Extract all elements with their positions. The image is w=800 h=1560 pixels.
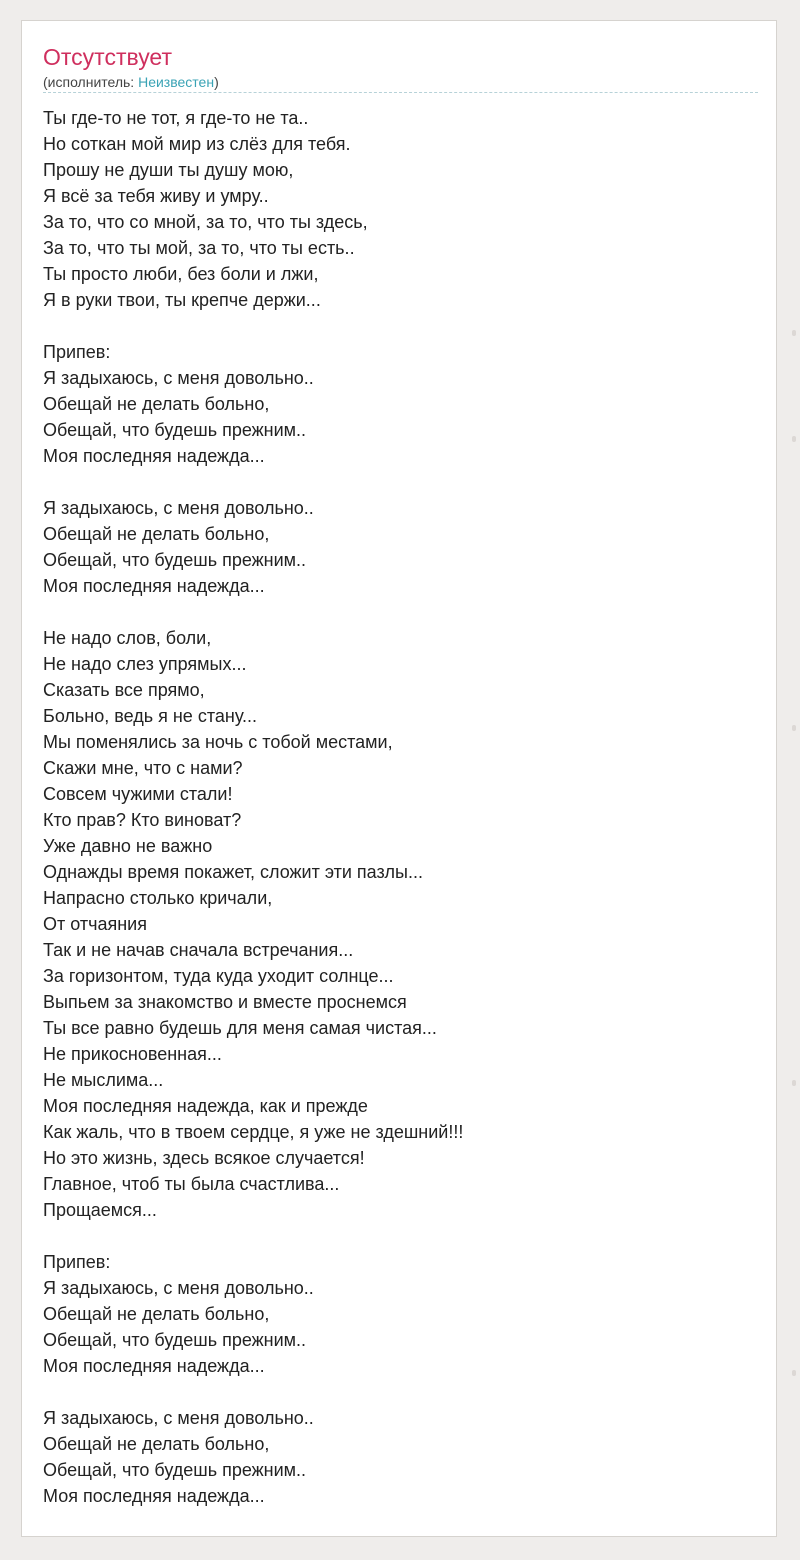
lyric-line: Но соткан мой мир из слёз для тебя. [43,134,351,154]
lyric-line: Обещай, что будешь прежним.. [43,1460,307,1480]
lyric-line: Сказать все прямо, [43,680,205,700]
stanza-break [43,1223,758,1249]
stanza-break [43,599,758,625]
song-title: Отсутствует [43,44,172,70]
title-divider [43,92,758,93]
lyric-line: Обещай не делать больно, [43,1304,270,1324]
lyric-line: Обещай не делать больно, [43,524,270,544]
lyric-line: Моя последняя надежда... [43,1486,265,1506]
lyric-line: Мы поменялись за ночь с тобой местами, [43,732,393,752]
lyric-line: Моя последняя надежда, как и прежде [43,1096,368,1116]
lyric-line: Обещай, что будешь прежним.. [43,1330,307,1350]
edge-decoration [792,1080,796,1086]
lyric-line: Кто прав? Кто виноват? [43,810,242,830]
lyric-line: Обещай, что будешь прежним.. [43,420,307,440]
lyric-line: Скажи мне, что с нами? [43,758,243,778]
artist-prefix: (исполнитель: [43,74,139,90]
lyrics-card [21,20,777,1537]
lyric-line: Припев: [43,342,111,362]
lyric-line: Выпьем за знакомство и вместе проснемся [43,992,407,1012]
lyric-line: Ты просто люби, без боли и лжи, [43,264,319,284]
lyric-line: Я в руки твои, ты крепче держи... [43,290,321,310]
lyric-line: Моя последняя надежда... [43,446,265,466]
lyrics-text [43,105,758,1509]
lyric-line: Припев: [43,1252,111,1272]
artist-line [43,73,219,91]
lyric-line: За то, что ты мой, за то, что ты есть.. [43,238,355,258]
lyric-line: Главное, чтоб ты была счастлива... [43,1174,340,1194]
lyric-line: Я задыхаюсь, с меня довольно.. [43,498,314,518]
lyric-line: Больно, ведь я не стану... [43,706,258,726]
lyric-line: Напрасно столько кричали, [43,888,273,908]
lyric-line: Обещай не делать больно, [43,1434,270,1454]
lyric-line: За то, что со мной, за то, что ты здесь, [43,212,368,232]
lyric-line: Я задыхаюсь, с меня довольно.. [43,1408,314,1428]
artist-link[interactable]: Неизвестен [138,74,215,90]
lyric-line: За горизонтом, туда куда уходит солнце... [43,966,394,986]
edge-decoration [792,1370,796,1376]
lyric-line: Уже давно не важно [43,836,213,856]
lyric-line: Не надо слов, боли, [43,628,212,648]
lyric-line: Моя последняя надежда... [43,576,265,596]
lyric-line: Не надо слез упрямых... [43,654,247,674]
edge-decoration [792,330,796,336]
edge-decoration [792,725,796,731]
lyric-line: Не мыслима... [43,1070,164,1090]
lyric-line: Прошу не души ты душу мою, [43,160,294,180]
lyric-line: Обещай, что будешь прежним.. [43,550,307,570]
lyric-line: Прощаемся... [43,1200,157,1220]
lyric-line: Как жаль, что в твоем сердце, я уже не здешний!!! [43,1122,464,1142]
artist-suffix: ) [214,74,219,90]
lyric-line: Ты где-то не тот, я где-то не та.. [43,108,309,128]
stanza-break [43,313,758,339]
lyric-line: Совсем чужими стали! [43,784,233,804]
lyric-line: Так и не начав сначала встречания... [43,940,354,960]
stanza-break [43,469,758,495]
stanza-break [43,1379,758,1405]
lyric-line: Не прикосновенная... [43,1044,222,1064]
lyric-line: Я задыхаюсь, с меня довольно.. [43,1278,314,1298]
lyric-line: Но это жизнь, здесь всякое случается! [43,1148,365,1168]
lyric-line: Я всё за тебя живу и умру.. [43,186,269,206]
lyric-line: От отчаяния [43,914,147,934]
lyric-line: Обещай не делать больно, [43,394,270,414]
lyric-line: Однажды время покажет, сложит эти пазлы... [43,862,423,882]
lyric-line: Я задыхаюсь, с меня довольно.. [43,368,314,388]
lyric-line: Ты все равно будешь для меня самая чистая... [43,1018,437,1038]
edge-decoration [792,436,796,442]
lyric-line: Моя последняя надежда... [43,1356,265,1376]
